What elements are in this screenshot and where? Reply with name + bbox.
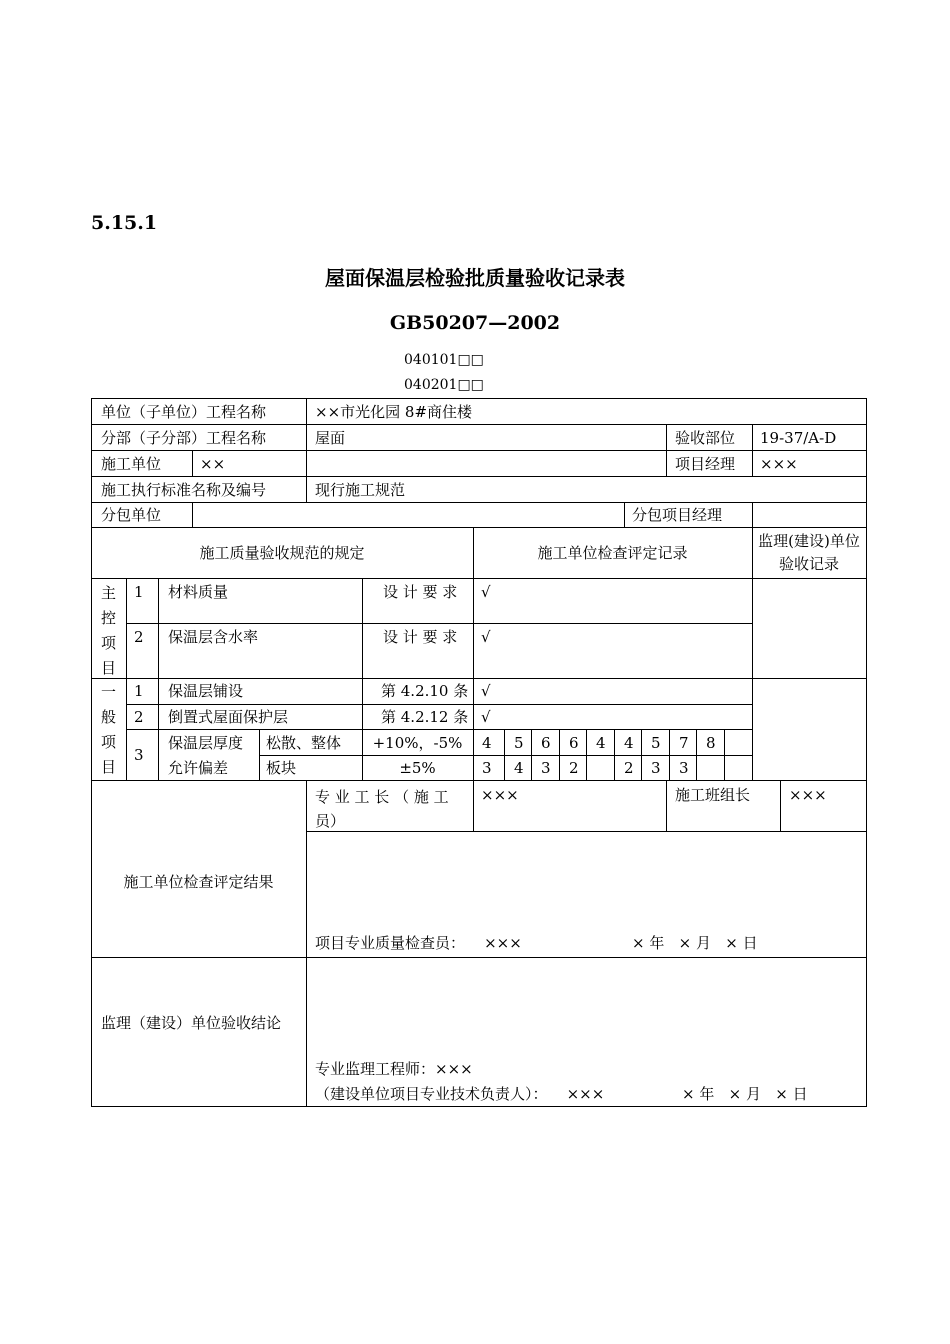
team-leader-value: ×××	[789, 786, 827, 804]
main-item-1-name: 材料质量	[168, 583, 229, 601]
inspector-line: 项目专业质量检查员： ×××	[315, 934, 522, 952]
measure-cell: 4	[514, 759, 524, 777]
measure-cell: 4	[596, 734, 606, 752]
measure-cell: 6	[569, 734, 579, 752]
thickness-sub2-name: 板块	[266, 759, 297, 777]
general-item-3-no: 3	[134, 746, 144, 764]
thickness-sub1-name: 松散、整体	[266, 734, 342, 752]
general-item-2-no: 2	[134, 708, 144, 726]
main-item-2-requirement: 设 计 要 求	[383, 628, 458, 646]
supervision-engineer-line: 专业监理工程师：×××	[315, 1060, 473, 1078]
main-item-2-name: 保温层含水率	[168, 628, 259, 646]
subcontractor-label: 分包单位	[101, 506, 162, 524]
project-manager-label: 项目经理	[675, 455, 736, 473]
result-label: 施工单位检查评定结果	[123, 873, 274, 891]
construction-unit-value: ××	[200, 455, 226, 473]
column-header-spec: 施工质量验收规范的规定	[199, 544, 365, 562]
measure-cell: 5	[651, 734, 661, 752]
general-item-2-check: √	[481, 708, 491, 726]
measure-cell: 3	[651, 759, 661, 777]
general-item-3-name-line2: 允许偏差	[168, 759, 229, 777]
main-item-2-no: 2	[134, 628, 144, 646]
measure-cell: 2	[624, 759, 634, 777]
standard-label: 施工执行标准名称及编号	[101, 481, 267, 499]
subproject-value: 屋面	[315, 429, 346, 447]
measure-cell: 3	[541, 759, 551, 777]
subproject-label: 分部（子分部）工程名称	[101, 429, 267, 447]
main-item-2-check: √	[481, 628, 491, 646]
general-item-1-requirement: 第 4.2.10 条	[381, 682, 469, 700]
project-name-value: ××市光化园 8#商住楼	[315, 403, 473, 421]
column-header-record: 施工单位检查评定记录	[537, 544, 688, 562]
project-name-label: 单位（子单位）工程名称	[101, 403, 267, 421]
measure-cell: 8	[706, 734, 716, 752]
owner-representative-line: （建设单位项目专业技术负责人）： ×××	[315, 1085, 605, 1103]
standard-value: 现行施工规范	[315, 481, 406, 499]
result-date: × 年 × 月 × 日	[632, 934, 758, 952]
measure-cell: 4	[624, 734, 634, 752]
main-item-1-no: 1	[134, 583, 144, 601]
supervision-label: 监理（建设）单位验收结论	[101, 1014, 282, 1032]
project-manager-value: ×××	[760, 455, 798, 473]
measure-cell: 6	[541, 734, 551, 752]
measure-cell: 5	[514, 734, 524, 752]
general-item-1-name: 保温层铺设	[168, 682, 244, 700]
general-items-label: 一 般 项 目	[100, 683, 116, 776]
general-item-3-name-line1: 保温层厚度	[168, 734, 244, 752]
main-items-label: 主 控 项 目	[100, 584, 116, 677]
measure-cell: 3	[482, 759, 492, 777]
main-item-1-requirement: 设 计 要 求	[383, 583, 458, 601]
foreman-label: 专 业 工 长 （ 施 工 员）	[315, 788, 449, 830]
measure-cell: 3	[679, 759, 689, 777]
section-number: 5.15.1	[91, 212, 158, 234]
team-leader-label: 施工班组长	[675, 786, 751, 804]
general-item-1-check: √	[481, 682, 491, 700]
general-item-2-name: 倒置式屋面保护层	[168, 708, 289, 726]
record-code-1: 040101□□	[404, 352, 484, 368]
sub-manager-label: 分包项目经理	[632, 506, 723, 524]
measure-cell: 4	[482, 734, 492, 752]
measure-cell: 7	[679, 734, 689, 752]
construction-unit-label: 施工单位	[101, 455, 162, 473]
document-title: 屋面保温层检验批质量验收记录表	[325, 266, 625, 290]
thickness-sub2-tolerance: ±5%	[399, 759, 436, 777]
thickness-sub1-tolerance: +10%，-5%	[372, 734, 463, 752]
standard-code: GB50207—2002	[389, 312, 561, 334]
foreman-value: ×××	[481, 786, 519, 804]
supervision-date: × 年 × 月 × 日	[682, 1085, 808, 1103]
column-header-supervision: 监理(建设)单位验收记录	[758, 532, 860, 573]
acceptance-part-value: 19-37/A-D	[760, 429, 837, 447]
main-item-1-check: √	[481, 583, 491, 601]
acceptance-part-label: 验收部位	[675, 429, 736, 447]
measure-cell: 2	[569, 759, 579, 777]
general-item-2-requirement: 第 4.2.12 条	[381, 708, 469, 726]
record-code-2: 040201□□	[404, 377, 484, 393]
general-item-1-no: 1	[134, 682, 144, 700]
